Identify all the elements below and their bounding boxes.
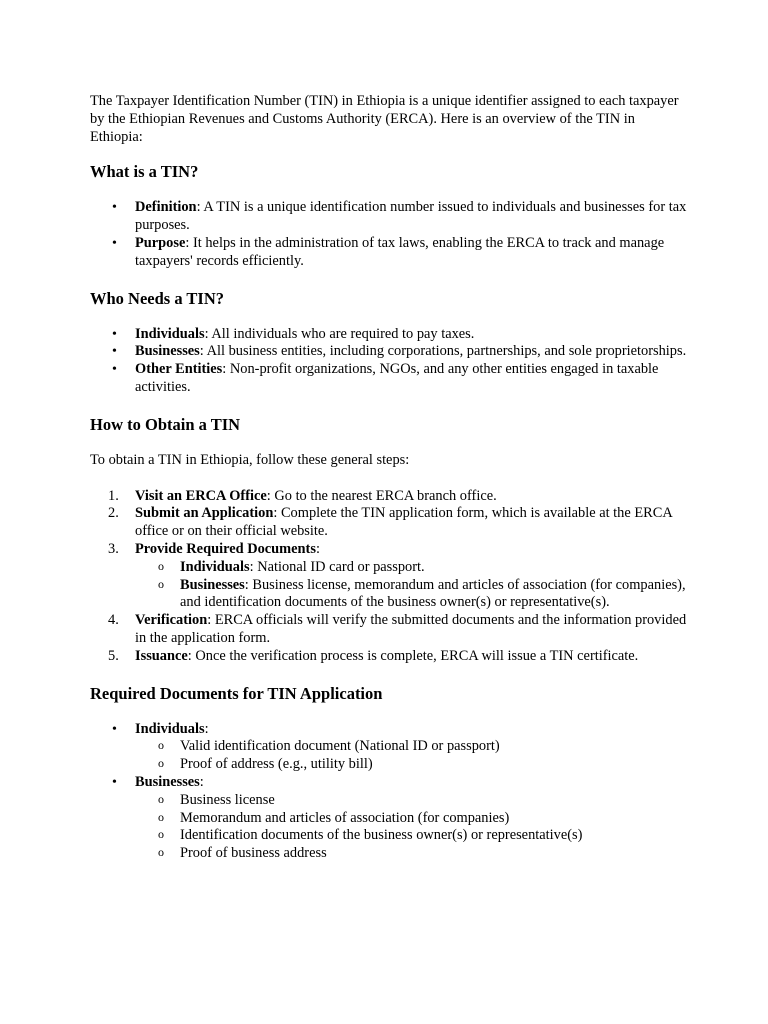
description: :: [315, 540, 320, 557]
circle-bullet-icon: o: [158, 738, 164, 753]
description: : Non-profit organizations, NGOs, and any other entities engaged in taxable activities.: [135, 361, 659, 395]
term: Definition: [135, 199, 197, 216]
step-item: [90, 505, 690, 541]
term: Businesses: [135, 343, 200, 360]
list-item: [90, 235, 690, 271]
description: :: [204, 720, 209, 737]
description: Valid identification document (National ID or passport): [180, 738, 500, 755]
term: Individuals: [135, 720, 205, 737]
description: : All business entities, including corporations, partnerships, and sole proprietorships.: [199, 343, 687, 360]
description: : Once the verification process is complete, ERCA will issue a TIN certificate.: [187, 647, 639, 664]
list-item: [90, 343, 690, 361]
step-number: 4.: [108, 612, 119, 629]
description: Proof of address (e.g., utility bill): [180, 756, 373, 773]
description: : Business license, memorandum and articles of association (for companies), and identification documents of the business owner(s) or representative(s).: [180, 576, 686, 611]
sub-list-item: [90, 559, 690, 577]
sub-list-item: [90, 810, 690, 828]
required-documents-list: [90, 721, 690, 863]
sub-list-item: [90, 577, 690, 613]
term: Provide Required Documents: [135, 540, 316, 557]
description: : Go to the nearest ERCA branch office.: [266, 487, 497, 504]
sub-list-item: [90, 756, 690, 774]
step-number: 1.: [108, 487, 119, 504]
step-number: 5.: [108, 647, 119, 664]
description: : It helps in the administration of tax laws, enabling the ERCA to track and manage taxpayers' records efficiently.: [135, 234, 665, 269]
term: Submit an Application: [135, 505, 274, 522]
term: Visit an ERCA Office: [135, 487, 267, 504]
step-number: 3.: [108, 540, 119, 557]
circle-bullet-icon: o: [158, 845, 164, 860]
sub-list-item: [90, 827, 690, 845]
steps-list: [90, 488, 690, 666]
bullet-icon: •: [112, 235, 117, 251]
bullet-icon: •: [112, 344, 117, 360]
list-item: [90, 774, 690, 792]
heading-how-to-obtain: How to Obtain a TIN: [90, 414, 241, 434]
step-item: [90, 541, 690, 559]
description: :: [199, 773, 204, 790]
circle-bullet-icon: o: [158, 756, 164, 771]
what-is-tin-list: [90, 199, 690, 270]
description: : ERCA officials will verify the submitted documents and the information provided in the application form.: [135, 612, 687, 646]
circle-bullet-icon: o: [158, 791, 164, 806]
term: Individuals: [180, 558, 250, 575]
list-item: [90, 326, 690, 344]
circle-bullet-icon: o: [158, 827, 164, 842]
term: Individuals: [135, 325, 205, 342]
list-item: [90, 361, 690, 397]
bullet-icon: •: [112, 362, 117, 378]
term: Issuance: [135, 647, 188, 664]
step-number: 2.: [108, 505, 119, 522]
description: : Complete the TIN application form, which is available at the ERCA office or on their official website.: [135, 505, 672, 540]
circle-bullet-icon: o: [158, 576, 164, 591]
circle-bullet-icon: o: [158, 809, 164, 824]
description: Identification documents of the business owner(s) or representative(s): [180, 827, 583, 844]
who-needs-tin-list: [90, 326, 690, 397]
heading-what-is-tin: What is a TIN?: [90, 162, 199, 182]
step-item: [90, 488, 690, 506]
bullet-icon: •: [112, 774, 117, 790]
term: Verification: [135, 612, 208, 629]
description: : A TIN is a unique identification number issued to individuals and businesses for tax purposes.: [135, 199, 687, 234]
description: Proof of business address: [180, 845, 327, 862]
sub-list-item: [90, 738, 690, 756]
term: Purpose: [135, 234, 186, 251]
term: Businesses: [180, 576, 245, 593]
heading-required-documents: Required Documents for TIN Application: [90, 683, 383, 703]
step-item: [90, 612, 690, 648]
description: Business license: [180, 791, 275, 808]
intro-paragraph: The Taxpayer Identification Number (TIN) in Ethiopia is a unique identifier assigned to each taxpayer by the Ethiopian Revenues and Customs Authority (ERCA). Here is an overview of the TIN in Ethiopia:: [90, 93, 679, 145]
description: : National ID card or passport.: [249, 558, 425, 575]
bullet-icon: •: [112, 721, 117, 737]
sub-list-item: [90, 845, 690, 863]
circle-bullet-icon: o: [158, 558, 164, 573]
heading-who-needs-tin: Who Needs a TIN?: [90, 288, 225, 308]
document-page: [90, 93, 690, 863]
step-item: [90, 648, 690, 666]
description: : All individuals who are required to pay taxes.: [204, 325, 475, 342]
how-intro-paragraph: To obtain a TIN in Ethiopia, follow these general steps:: [90, 451, 410, 468]
bullet-icon: •: [112, 326, 117, 342]
term: Other Entities: [135, 361, 223, 378]
term: Businesses: [135, 773, 200, 790]
description: Memorandum and articles of association (for companies): [180, 809, 510, 826]
bullet-icon: •: [112, 200, 117, 216]
sub-list-item: [90, 792, 690, 810]
list-item: [90, 721, 690, 739]
list-item: [90, 199, 690, 235]
